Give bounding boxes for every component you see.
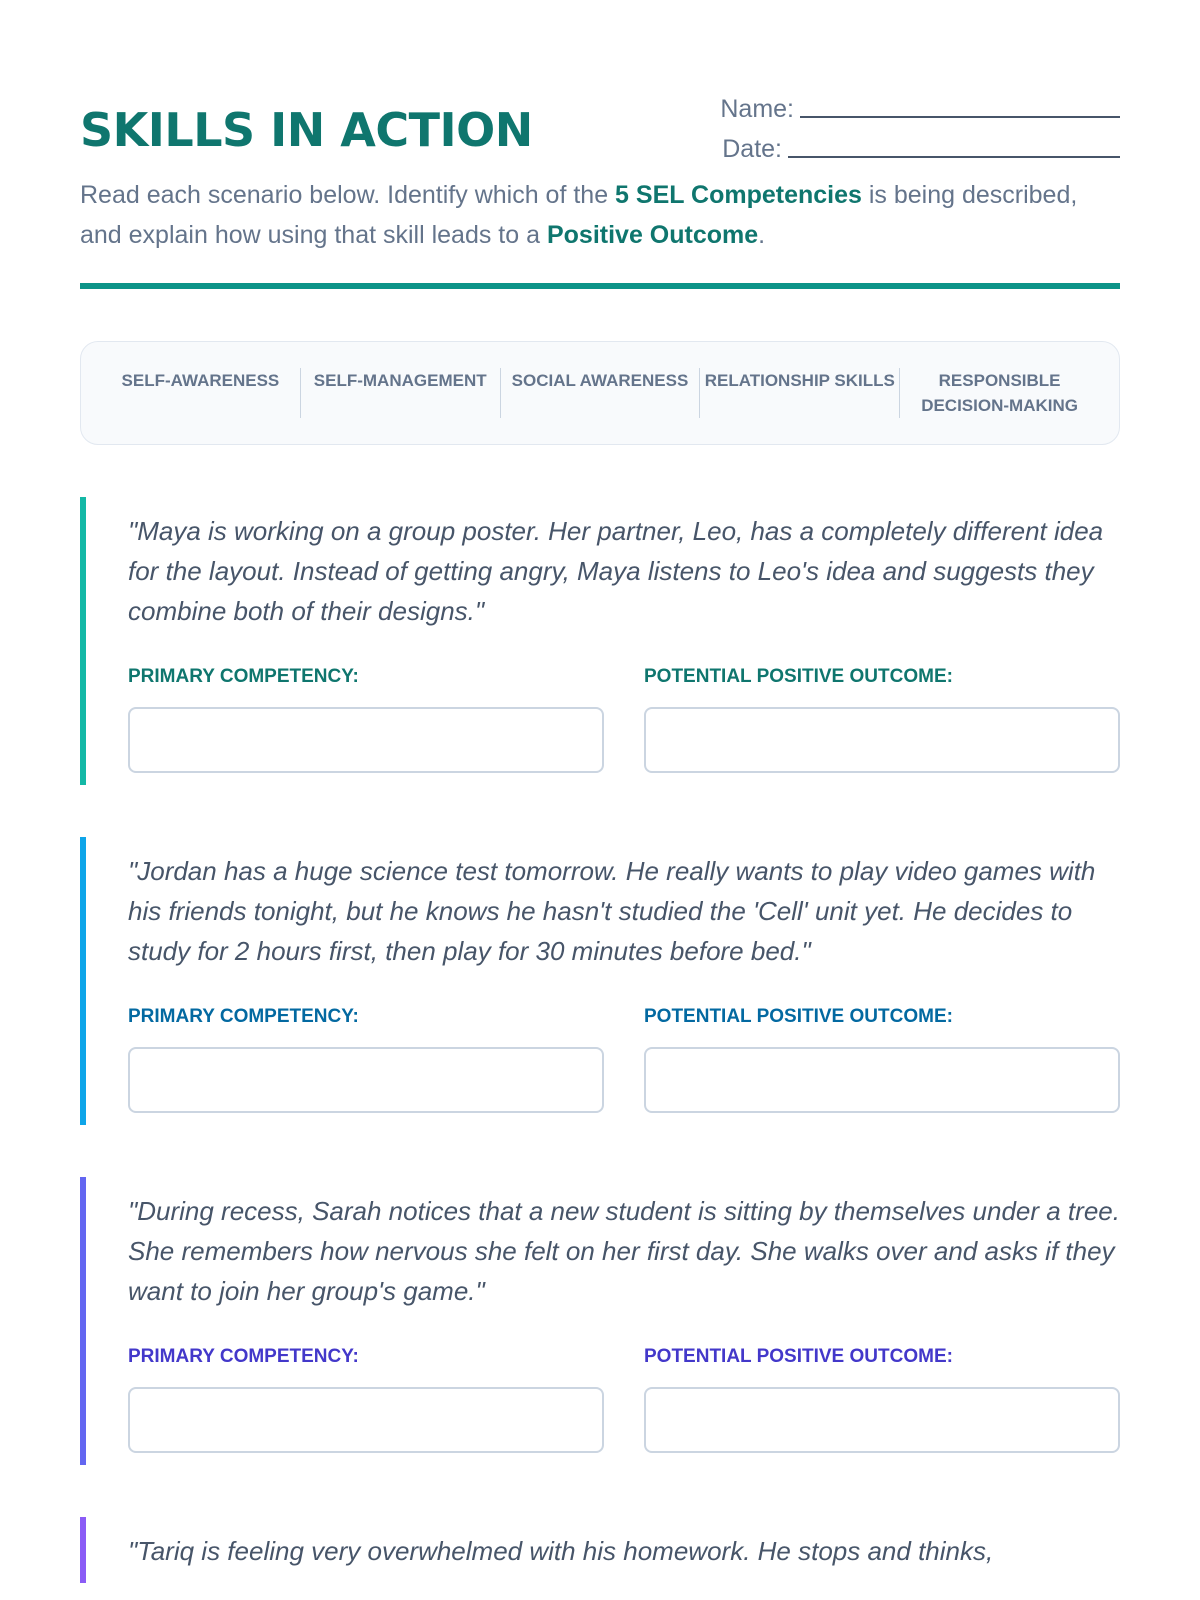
outcome-field-group <box>644 665 1120 773</box>
outcome-answer-box[interactable] <box>644 707 1120 773</box>
name-row <box>700 84 1120 124</box>
instructions-highlight-competencies: 5 SEL Competencies <box>615 181 862 209</box>
instructions <box>80 175 1080 255</box>
competency-answer-box[interactable] <box>128 1047 604 1113</box>
competency-word-bank <box>80 341 1120 445</box>
competency-field-label: PRIMARY COMPETENCY: <box>128 1006 359 1027</box>
competency-field-group <box>128 1345 604 1453</box>
outcome-field-group <box>644 1345 1120 1453</box>
outcome-field-group <box>644 1005 1120 1113</box>
date-blank[interactable] <box>788 130 1120 158</box>
scenario-text: "Tariq is feeling very overwhelmed with his homework. He stops and thinks, <box>128 1536 994 1566</box>
outcome-answer-box[interactable] <box>644 1387 1120 1453</box>
answer-fields <box>128 1005 1120 1113</box>
header-divider <box>80 283 1120 289</box>
competency-field-label: PRIMARY COMPETENCY: <box>128 666 359 687</box>
worksheet-header <box>80 0 1120 175</box>
scenario-card-4 <box>80 1517 1120 1583</box>
page-title: SKILLS IN ACTION <box>80 103 533 157</box>
scenario-accent-bar <box>80 497 86 785</box>
scenario-text: "Maya is working on a group poster. Her partner, Leo, has a completely different idea for the layout. Instead of getting angry, Maya listens to Leo's idea and suggests they combine both of their designs." <box>128 516 1104 626</box>
scenario-accent-bar <box>80 1517 86 1583</box>
scenario-accent-bar <box>80 1177 86 1465</box>
competency-relationship-skills: RELATIONSHIP SKILLS <box>699 368 899 418</box>
outcome-field-label: POTENTIAL POSITIVE OUTCOME: <box>644 1006 953 1027</box>
student-info <box>700 84 1120 164</box>
competency-field-group <box>128 665 604 773</box>
competency-self-awareness: SELF-AWARENESS <box>121 371 280 390</box>
outcome-answer-box[interactable] <box>644 1047 1120 1113</box>
scenario-accent-bar <box>80 837 86 1125</box>
date-row <box>700 124 1120 164</box>
competency-answer-box[interactable] <box>128 707 604 773</box>
competency-field-label: PRIMARY COMPETENCY: <box>128 1346 359 1367</box>
scenario-card-1 <box>80 497 1120 785</box>
competency-social-awareness: SOCIAL AWARENESS <box>500 368 700 418</box>
scenario-card-2 <box>80 837 1120 1125</box>
scenario-text: "During recess, Sarah notices that a new student is sitting by themselves under a tree. She remembers how nervous she felt on her first day. She walks over and asks if they want to join her group's game." <box>128 1196 1120 1306</box>
instructions-part-3: . <box>758 221 766 249</box>
answer-fields <box>128 665 1120 773</box>
competency-answer-box[interactable] <box>128 1387 604 1453</box>
name-blank[interactable] <box>800 90 1120 118</box>
instructions-highlight-outcome: Positive Outcome <box>546 221 759 249</box>
instructions-part-1: Read each scenario below. Identify which of the <box>80 181 616 209</box>
date-label: Date: <box>722 135 782 163</box>
instructions-part-2: is being described, and explain how using that skill leads to a <box>80 181 1078 249</box>
worksheet-page <box>80 0 1120 1583</box>
name-label: Name: <box>720 95 794 123</box>
outcome-field-label: POTENTIAL POSITIVE OUTCOME: <box>644 1346 953 1367</box>
scenario-text: "Jordan has a huge science test tomorrow. He really wants to play video games with his friends tonight, but he knows he hasn't studied the 'Cell' unit yet. He decides to study for 2 hours first, then play for 30 minutes before bed." <box>128 856 1096 966</box>
competency-self-management: SELF-MANAGEMENT <box>300 368 500 418</box>
answer-fields <box>128 1345 1120 1453</box>
competency-field-group <box>128 1005 604 1113</box>
outcome-field-label: POTENTIAL POSITIVE OUTCOME: <box>644 666 953 687</box>
scenario-card-3 <box>80 1177 1120 1465</box>
competency-responsible-decision-making: RESPONSIBLE DECISION-MAKING <box>899 368 1099 418</box>
